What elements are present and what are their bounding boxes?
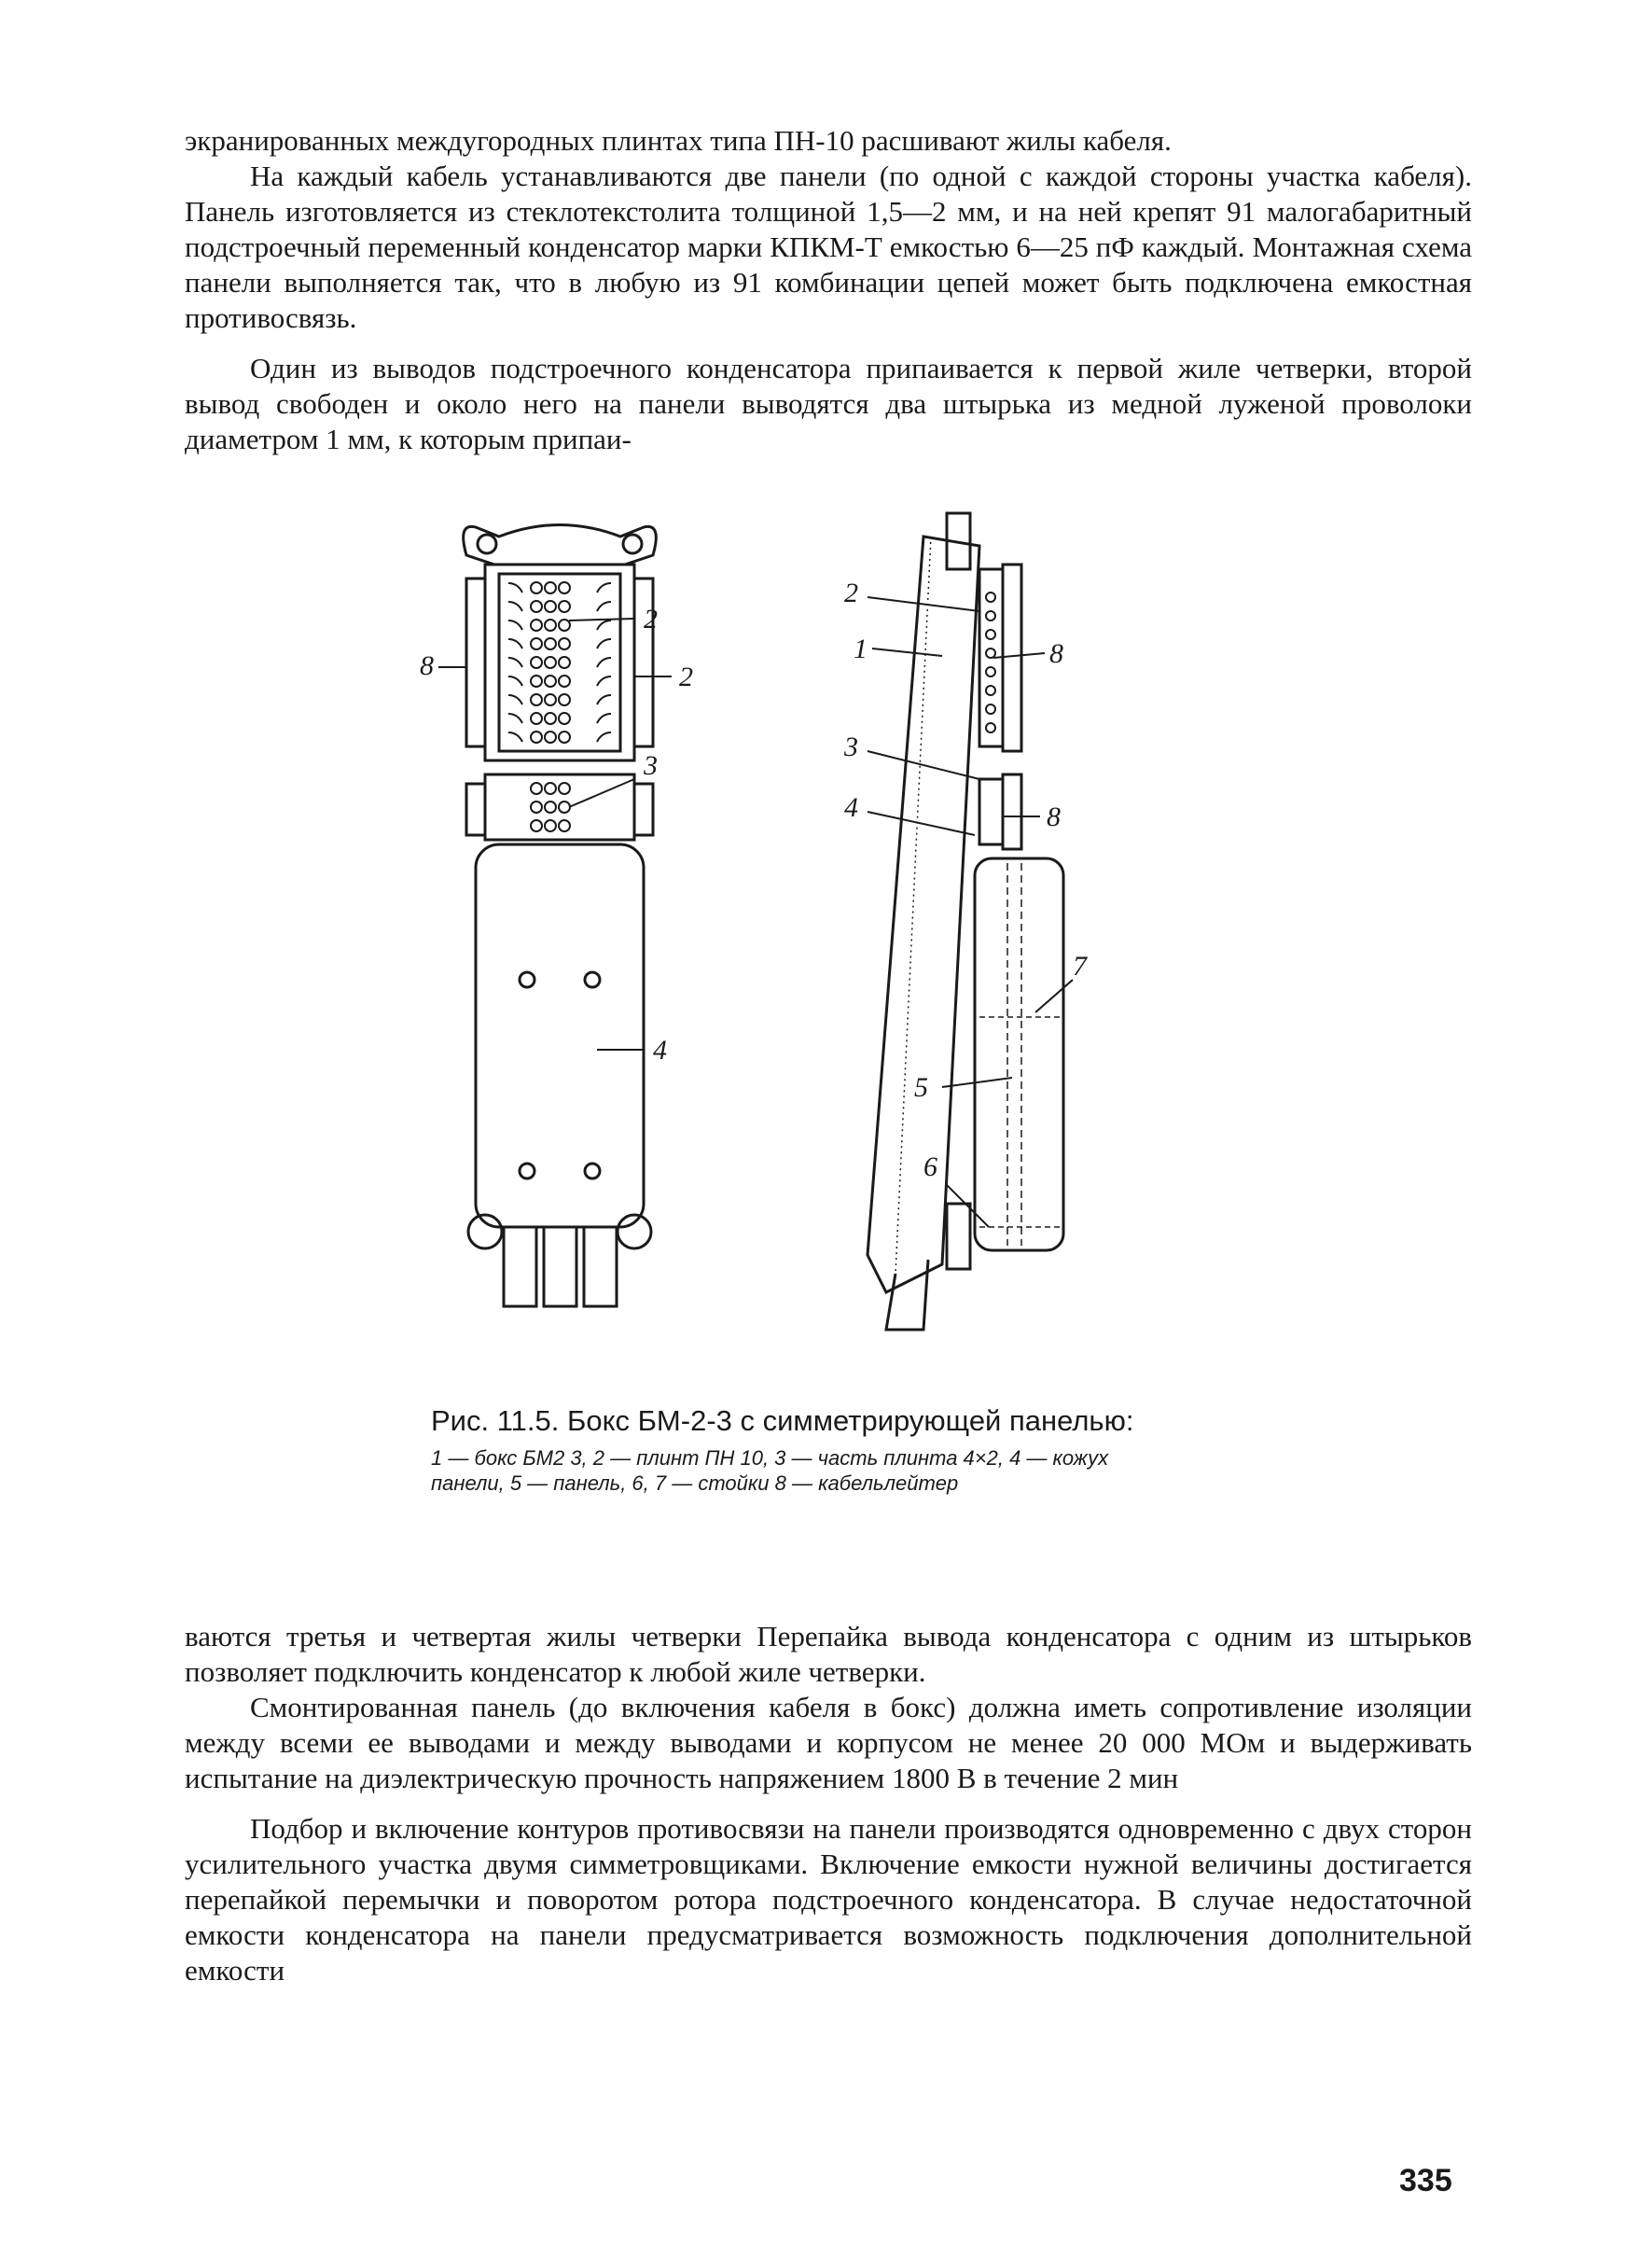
side-cable-stub (886, 1260, 928, 1330)
label-4-left: 4 (653, 1035, 667, 1066)
bottom-text-block (185, 1619, 1472, 1988)
upper-cable-leader-left (466, 579, 485, 746)
bracket-hole (478, 535, 496, 553)
paragraph-adjustment: Подбор и включение контуров противосвязи на панели производятся одновременно с двух сторон усилительного участка двумя симметровщиками. Включение емкости нужной величины достигается перепайкой перемычки и поворотом ротора подстроечного конденсатора. В случае недостаточной емкости конденсатора на панели предусматривается возможность подключения дополнительной емкости (185, 1812, 1472, 1987)
lower-cable-leader-right (634, 784, 653, 835)
caption-legend: 1 — бокс БМ2 3, 2 — плинт ПН 10, 3 — часть плинта 4×2, 4 — кожух панели, 5 — панель, 6, 7 — стойки 8 — кабельлейтер (431, 1446, 1109, 1495)
cable-stub (504, 1227, 536, 1306)
side-cable-leader-lower (1003, 774, 1021, 849)
cover-screw (585, 1164, 600, 1178)
top-text-block (185, 123, 1472, 457)
label-2-b: 2 (679, 662, 693, 692)
paragraph-panels: На каждый кабель устанавливаются две панели (по одной с каждой стороны участка кабеля). Панель изготовляется из стеклотекстолита толщиной 1,5—2 мм, и на ней крепят 91 малогабаритный подстроечный переменный конденсатор марки КПКМ-Т емкостью 6—25 пФ каждый. Монтажная схема панели выполняется так, что в любую из 91 комбинации цепей может быть подключена емкостная противосвязь. (185, 160, 1472, 334)
bracket-hole (623, 535, 642, 553)
paragraph-continuation: экранированных междугородных плинтах типа ПН-10 расшивают жилы кабеля. (185, 124, 1172, 157)
caption-title: Рис. 11.5. Бокс БМ-2-3 с симметрирующей панелью: (431, 1404, 1134, 1437)
technical-drawing (420, 509, 1241, 1395)
side-plinth-lower (979, 779, 1003, 844)
figure-box-bm-2-3 (420, 509, 1241, 1395)
upper-contact-grid (508, 582, 611, 743)
label-7-right: 7 (1073, 951, 1087, 982)
panel-cover (476, 844, 644, 1227)
side-cable-leader-upper (1003, 565, 1021, 751)
cover-screw (520, 972, 534, 987)
label-8-right-top: 8 (1049, 638, 1063, 669)
cable-stub (584, 1227, 617, 1306)
mounting-bracket (464, 525, 657, 565)
label-6-right: 6 (923, 1151, 937, 1182)
cable-stub (544, 1227, 576, 1306)
label-8-right-mid: 8 (1047, 802, 1061, 832)
cover-screw (585, 972, 600, 987)
paragraph-insulation: Смонтированная панель (до включения кабеля в бокс) должна иметь сопротивление изоляции между всеми ее выводами и между выводами и корпусом не менее 20 000 МОм и выдерживать испытание на диэлектрическую прочность напряжением 1800 В в течение 2 мин (185, 1691, 1472, 1794)
cover-foot (618, 1215, 651, 1248)
side-contacts-upper (986, 593, 995, 732)
label-4-right: 4 (844, 792, 858, 823)
label-2-a: 2 (644, 604, 658, 634)
label-1-right: 1 (854, 634, 868, 664)
label-3-left: 3 (644, 750, 658, 781)
lower-contact-grid (531, 783, 570, 831)
label-3-right: 3 (844, 732, 858, 762)
cover-screw (520, 1164, 534, 1178)
figure-caption (431, 1404, 1177, 1496)
lower-cable-leader-left (466, 784, 485, 835)
label-8-left: 8 (420, 650, 434, 681)
front-view (420, 525, 693, 1307)
leader-lines-right (868, 597, 1073, 1227)
page-number: 335 (1399, 2163, 1452, 2198)
side-panel-cover (975, 858, 1063, 1250)
side-view (843, 513, 1089, 1330)
label-2-right: 2 (844, 578, 858, 608)
cover-foot (468, 1215, 502, 1248)
paragraph-soldering: ваются третья и четвертая жилы четверки Перепайка вывода конденсатора с одним из штырьков позволяет подключить конденсатор к любой жиле четверки. (185, 1620, 1472, 1688)
paragraph-capacitor-leads: Один из выводов подстроечного конденсатора припаивается к первой жиле четверки, второй вывод свободен и около него на панели выводятся два штырька из медной луженой проволоки диаметром 1 мм, к которым припаи- (185, 352, 1472, 455)
label-5-right: 5 (914, 1072, 928, 1103)
bottom-mount (947, 1204, 970, 1269)
